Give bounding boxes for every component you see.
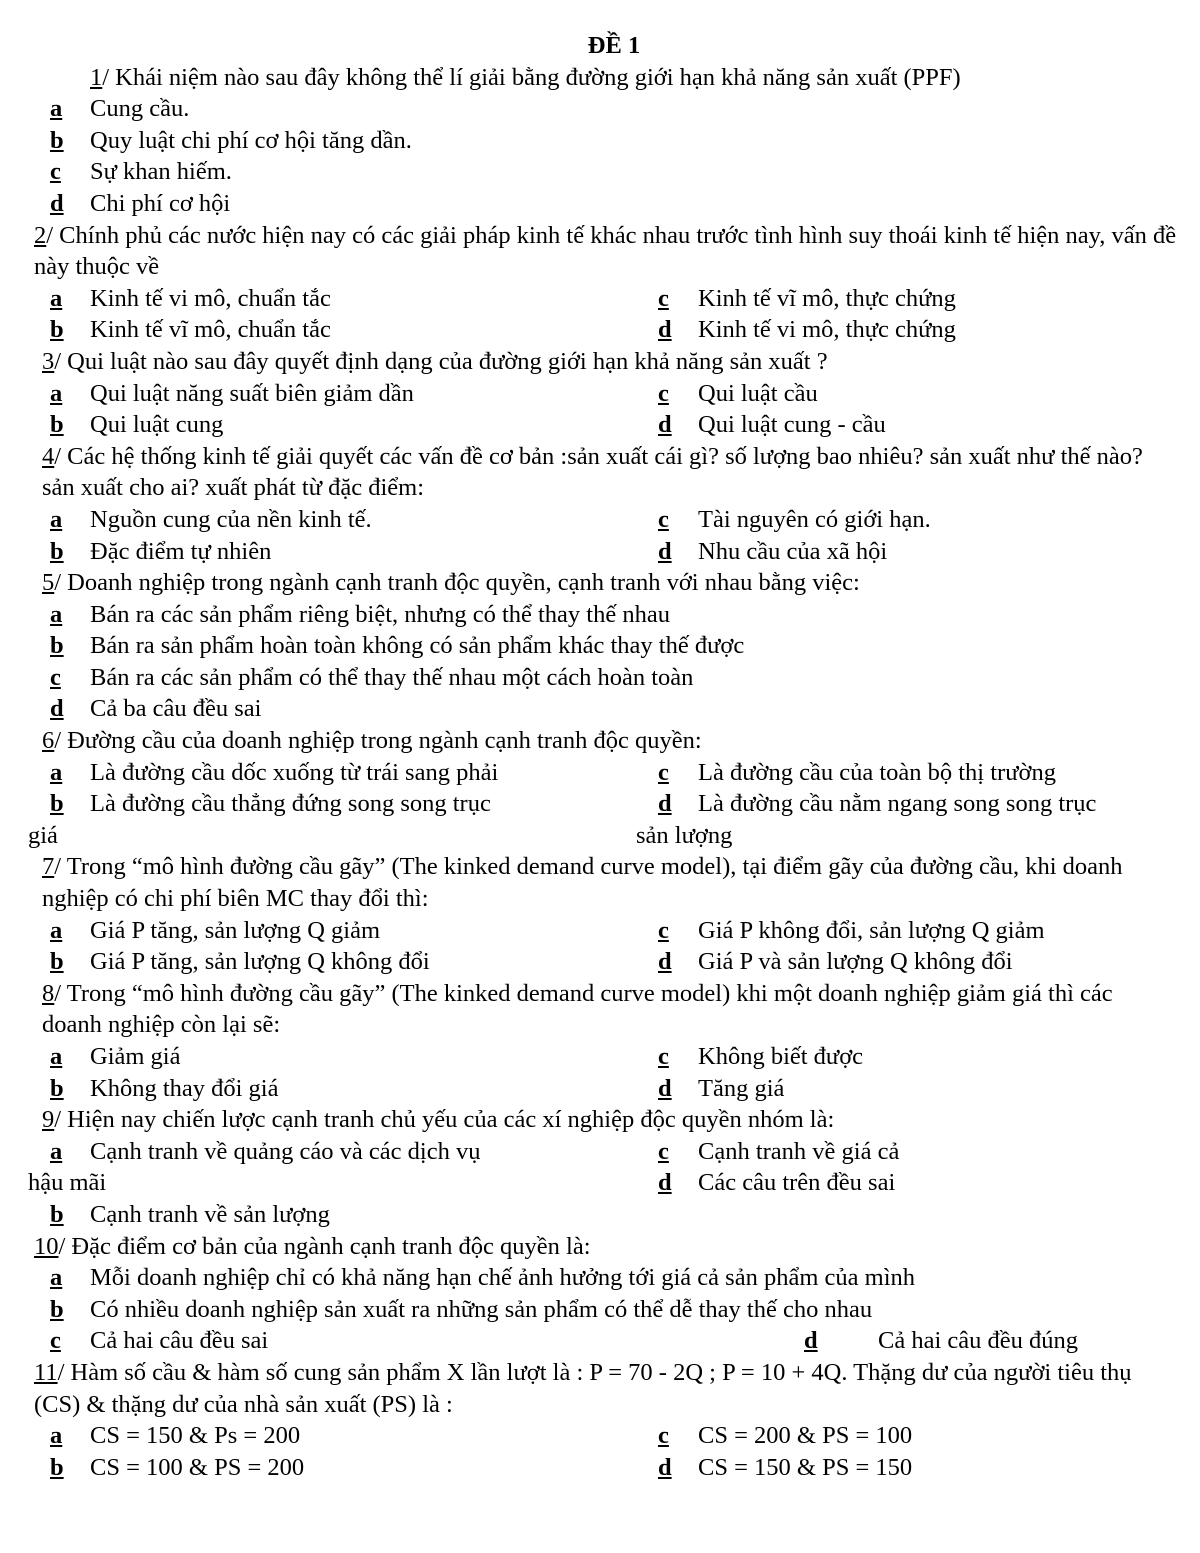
option-row (28, 125, 1178, 157)
question-6 (28, 725, 1178, 757)
exam-title: ĐỀ 1 (587, 32, 641, 59)
option-b[interactable]: b Kinh tế vĩ mô, chuẩn tắc (50, 316, 331, 344)
question-number: 3 (42, 347, 55, 375)
option-row (28, 757, 1178, 789)
option-c[interactable]: c Sự khan hiếm. (50, 158, 232, 186)
question-7 (28, 851, 1178, 914)
option-d[interactable]: d Cả ba câu đều sai (50, 695, 262, 723)
option-row (28, 409, 1178, 441)
option-b[interactable]: b Có nhiều doanh nghiệp sản xuất ra những sản phẩm có thể dễ thay thế cho nhau (50, 1295, 873, 1323)
question-number: 1 (90, 63, 103, 91)
option-c[interactable]: c Giá P không đổi, sản lượng Q giảm (658, 916, 1045, 944)
option-row (28, 1167, 1178, 1199)
option-b[interactable]: b Qui luật cung (50, 411, 224, 439)
option-row (28, 788, 1178, 820)
option-d[interactable]: d Giá P và sản lượng Q không đổi (658, 948, 1013, 976)
option-a[interactable]: a Qui luật năng suất biên giảm dần (50, 379, 414, 407)
option-row (28, 1073, 1178, 1105)
option-c[interactable]: c Cạnh tranh về giá cả (658, 1137, 900, 1165)
question-number: 11 (34, 1358, 58, 1386)
option-a[interactable]: a Giảm giá (50, 1043, 181, 1070)
option-row (28, 915, 1178, 947)
option-d[interactable]: d Qui luật cung - cầu (658, 411, 886, 439)
option-c[interactable]: c Là đường cầu của toàn bộ thị trường (658, 758, 1056, 786)
option-c[interactable]: c CS = 200 & PS = 100 (658, 1422, 913, 1450)
option-row (28, 599, 1178, 631)
option-c[interactable]: c Kinh tế vĩ mô, thực chứng (658, 284, 956, 312)
option-d[interactable]: d Cả hai câu đều đúng (804, 1327, 1079, 1355)
option-c[interactable]: c Cả hai câu đều sai (50, 1327, 269, 1355)
option-a[interactable]: a Nguồn cung của nền kinh tế. (50, 505, 372, 533)
option-b[interactable]: b Đặc điểm tự nhiên (50, 537, 272, 565)
question-text: / Hiện nay chiến lược cạnh tranh chủ yếu của các xí nghiệp độc quyền nhóm là: (54, 1106, 835, 1134)
option-row (28, 1199, 1178, 1231)
question-9 (28, 1104, 1178, 1136)
option-a[interactable]: a Cạnh tranh về quảng cáo và các dịch vụ (50, 1137, 481, 1165)
option-row (28, 188, 1178, 220)
question-3 (28, 346, 1178, 378)
option-row (28, 1041, 1178, 1073)
question-number: 5 (42, 569, 55, 597)
option-c[interactable]: c Bán ra các sản phẩm có thể thay thế nhau một cách hoàn toàn (50, 663, 694, 691)
option-continuation-row (28, 820, 1178, 852)
option-row (28, 1452, 1178, 1484)
option-row (28, 1136, 1178, 1168)
option-row (28, 504, 1178, 536)
option-d[interactable]: d CS = 150 & PS = 150 (658, 1453, 913, 1481)
option-row (28, 536, 1178, 568)
question-8 (28, 978, 1178, 1041)
question-text: / Chính phủ các nước hiện nay có các giải pháp kinh tế khác nhau trước tình hình suy thoái kinh tế hiện nay, vấn đề này thuộc về (34, 221, 1177, 281)
option-b[interactable]: b Quy luật chi phí cơ hội tăng dần. (50, 126, 412, 154)
question-10 (28, 1231, 1178, 1263)
question-text: / Trong “mô hình đường cầu gãy” (The kinked demand curve model) khi một doanh nghiệp giảm giá thì các doanh nghiệp còn lại sẽ: (42, 979, 1113, 1039)
question-text: / Qui luật nào sau đây quyết định dạng của đường giới hạn khả năng sản xuất ? (54, 347, 828, 375)
question-number: 9 (42, 1106, 55, 1134)
option-row (28, 314, 1178, 346)
option-b[interactable]: b Cạnh tranh về sản lượng (50, 1200, 330, 1228)
option-d[interactable]: d Chi phí cơ hội (50, 189, 231, 217)
option-row (28, 1262, 1178, 1294)
question-5 (28, 567, 1178, 599)
option-c[interactable]: c Qui luật cầu (658, 379, 818, 407)
option-row (28, 1294, 1178, 1326)
option-row (28, 662, 1178, 694)
option-row (28, 378, 1178, 410)
question-1 (28, 62, 1178, 94)
option-d[interactable]: d Các câu trên đều sai (658, 1169, 896, 1197)
question-text: / Các hệ thống kinh tế giải quyết các vấn đề cơ bản :sản xuất cái gì? số lượng bao nhiêu? sản xuất như thế nào? sản xuất cho ai? xuất phát từ đặc điểm: (42, 442, 1143, 502)
option-b[interactable]: b CS = 100 & PS = 200 (50, 1453, 305, 1481)
option-row (28, 946, 1178, 978)
question-number: 6 (42, 727, 55, 755)
option-row (28, 93, 1178, 125)
question-text: / Trong “mô hình đường cầu gãy” (The kinked demand curve model), tại điểm gãy của đường cầu, khi doanh nghiệp có chi phí biên MC thay đổi thì: (42, 853, 1123, 913)
option-row (28, 693, 1178, 725)
question-2 (28, 220, 1178, 283)
option-b[interactable]: b Bán ra sản phẩm hoàn toàn không có sản phẩm khác thay thế được (50, 632, 745, 660)
question-text: / Đặc điểm cơ bản của ngành cạnh tranh độc quyền là: (58, 1232, 591, 1260)
question-11 (28, 1357, 1178, 1420)
option-d[interactable]: d Kinh tế vi mô, thực chứng (658, 316, 956, 344)
option-a-continuation: hậu mãi (28, 1169, 107, 1197)
option-a[interactable]: a Giá P tăng, sản lượng Q giảm (50, 916, 381, 944)
exam-page (28, 30, 1178, 1483)
option-row (28, 630, 1178, 662)
option-d[interactable]: d Là đường cầu nằm ngang song song trục (658, 790, 1097, 818)
option-b[interactable]: b Là đường cầu thẳng đứng song song trục (50, 790, 491, 818)
option-a[interactable]: a Cung cầu. (50, 95, 190, 123)
option-d-continuation: sản lượng (636, 821, 733, 849)
question-number: 7 (42, 853, 55, 881)
option-row (28, 1420, 1178, 1452)
question-text: / Doanh nghiệp trong ngành cạnh tranh độc quyền, cạnh tranh với nhau bằng việc: (54, 569, 860, 597)
option-a[interactable]: a Bán ra các sản phẩm riêng biệt, nhưng có thể thay thế nhau (50, 600, 670, 628)
question-4 (28, 441, 1178, 504)
option-b[interactable]: b Không thay đổi giá (50, 1074, 279, 1102)
option-c[interactable]: c Tài nguyên có giới hạn. (658, 505, 931, 533)
question-number: 2 (34, 221, 47, 249)
option-row (28, 283, 1178, 315)
option-b-continuation: giá (28, 821, 58, 849)
option-c[interactable]: c Không biết được (658, 1043, 864, 1070)
question-number: 10 (34, 1232, 59, 1260)
question-number: 4 (42, 442, 55, 470)
option-a[interactable]: a Kinh tế vi mô, chuẩn tắc (50, 284, 331, 312)
option-d[interactable]: d Nhu cầu của xã hội (658, 537, 888, 565)
option-b[interactable]: b Giá P tăng, sản lượng Q không đổi (50, 948, 430, 976)
option-a[interactable]: a Mỗi doanh nghiệp chỉ có khả năng hạn chế ảnh hưởng tới giá cả sản phẩm của mình (50, 1264, 916, 1292)
option-d[interactable]: d Tăng giá (658, 1074, 785, 1102)
question-text: / Đường cầu của doanh nghiệp trong ngành cạnh tranh độc quyền: (54, 727, 702, 755)
question-text: / Khái niệm nào sau đây không thể lí giải bằng đường giới hạn khả năng sản xuất (PPF) (102, 63, 961, 91)
option-a[interactable]: a Là đường cầu dốc xuống từ trái sang phải (50, 758, 499, 786)
question-number: 8 (42, 979, 55, 1007)
option-a[interactable]: a CS = 150 & Ps = 200 (50, 1422, 301, 1450)
question-text: / Hàm số cầu & hàm số cung sản phẩm X lần lượt là : P = 70 - 2Q ; P = 10 + 4Q. Thặng dư của người tiêu thụ (CS) & thặng dư của nhà sản xuất (PS) là : (34, 1358, 1132, 1418)
option-row (28, 156, 1178, 188)
option-row (28, 1325, 1178, 1357)
